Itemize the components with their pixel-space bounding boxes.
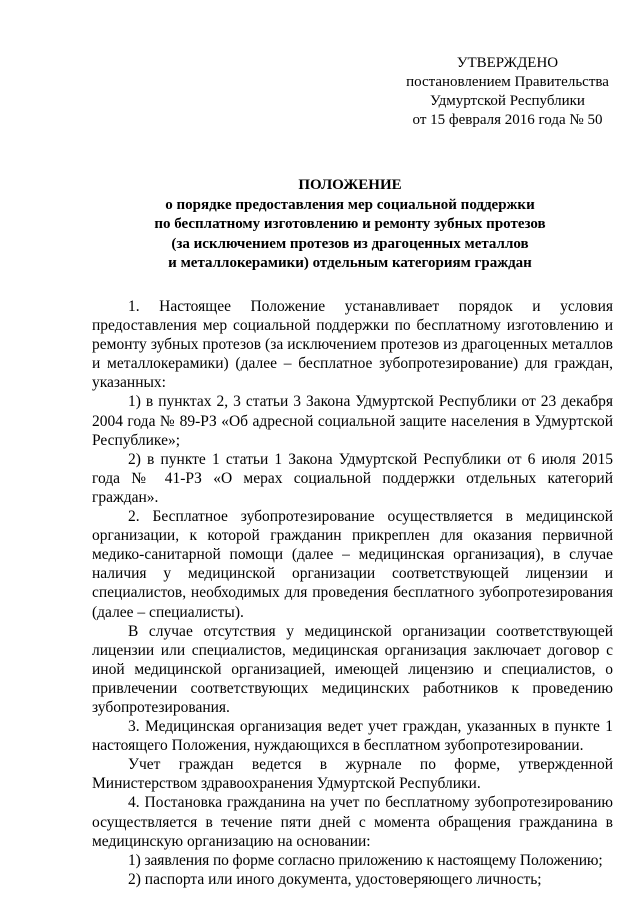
paragraph-4: 2. Бесплатное зубопротезирование осуществляется в медицинской организации, к которой гражданин прикреплен для оказания первичной медико-санитарной помощи (далее – медицинская организация), в случае наличия у медицинской организации соответствующей лицензии и специалистов, необходимых для проведения бесплатного зубопротезирования (далее – специалисты). [92,508,613,621]
title-subline-2: по бесплатному изготовлению и ремонту зубных протезов [154,216,546,232]
paragraph-3: 2) в пункте 1 статьи 1 Закона Удмуртской Республики от 6 июля 2015 года № 41-РЗ «О мерах социальной поддержки отдельных категорий граждан». [92,450,613,506]
title-heading: ПОЛОЖЕНИЕ [298,177,402,193]
paragraph-6: 3. Медицинская организация ведет учет граждан, указанных в пункте 1 настоящего Положения, нуждающихся в бесплатном зубопротезировании. [92,718,613,755]
title-subline-1: о порядке предоставления мер социальной поддержки [165,196,535,213]
paragraph-9: 1) заявления по форме согласно приложению к настоящему Положению; [128,851,603,869]
paragraph-5: В случае отсутствия у медицинской организации соответствующей лицензии или специалистов, медицинская организация заключает договор с иной медицинской организацией, имеющей лицензию и специалистов, о привлечении соответствующих медицинских работников к проведению зубопротезирования. [92,622,613,716]
approval-line-1: УТВЕРЖДЕНО [456,55,559,71]
paragraph-1: 1. Настоящее Положение устанавливает порядок и условия предоставления мер социальной поддержки по бесплатному изготовлению и ремонту зубных протезов (за исключением протезов из драгоценных металлов и металлокерамики) (далее – бесплатное зубопротезирование) для граждан, указанных: [92,298,613,392]
paragraph-2: 1) в пунктах 2, 3 статьи 3 Закона Удмуртской Республики от 23 декабря 2004 года № 89-РЗ «Об адресной социальной защите населения в Удмуртской Республике»; [92,393,613,449]
paragraph-7: Учет граждан ведется в журнале по форме, утвержденной Министерством здравоохранения Удмуртской Республики. [92,756,613,793]
document-title [60,176,640,274]
paragraph-10: 2) паспорта или иного документа, удостоверяющего личность; [128,870,542,888]
title-subline-4: и металлокерамики) отдельным категориям граждан [168,255,532,271]
approval-stamp [395,54,620,130]
document-body [92,297,613,889]
approval-line-4: от 15 февраля 2016 года № 50 [412,112,603,128]
paragraph-8: 4. Постановка гражданина на учет по бесплатному зубопротезированию осуществляется в течение пяти дней с момента обращения гражданина в медицинскую организацию на основании: [92,794,613,850]
approval-line-2: постановлением Правительства [406,74,609,90]
title-subline-3: (за исключением протезов из драгоценных металлов [171,235,529,252]
approval-line-3: Удмуртской Республики [430,93,585,109]
